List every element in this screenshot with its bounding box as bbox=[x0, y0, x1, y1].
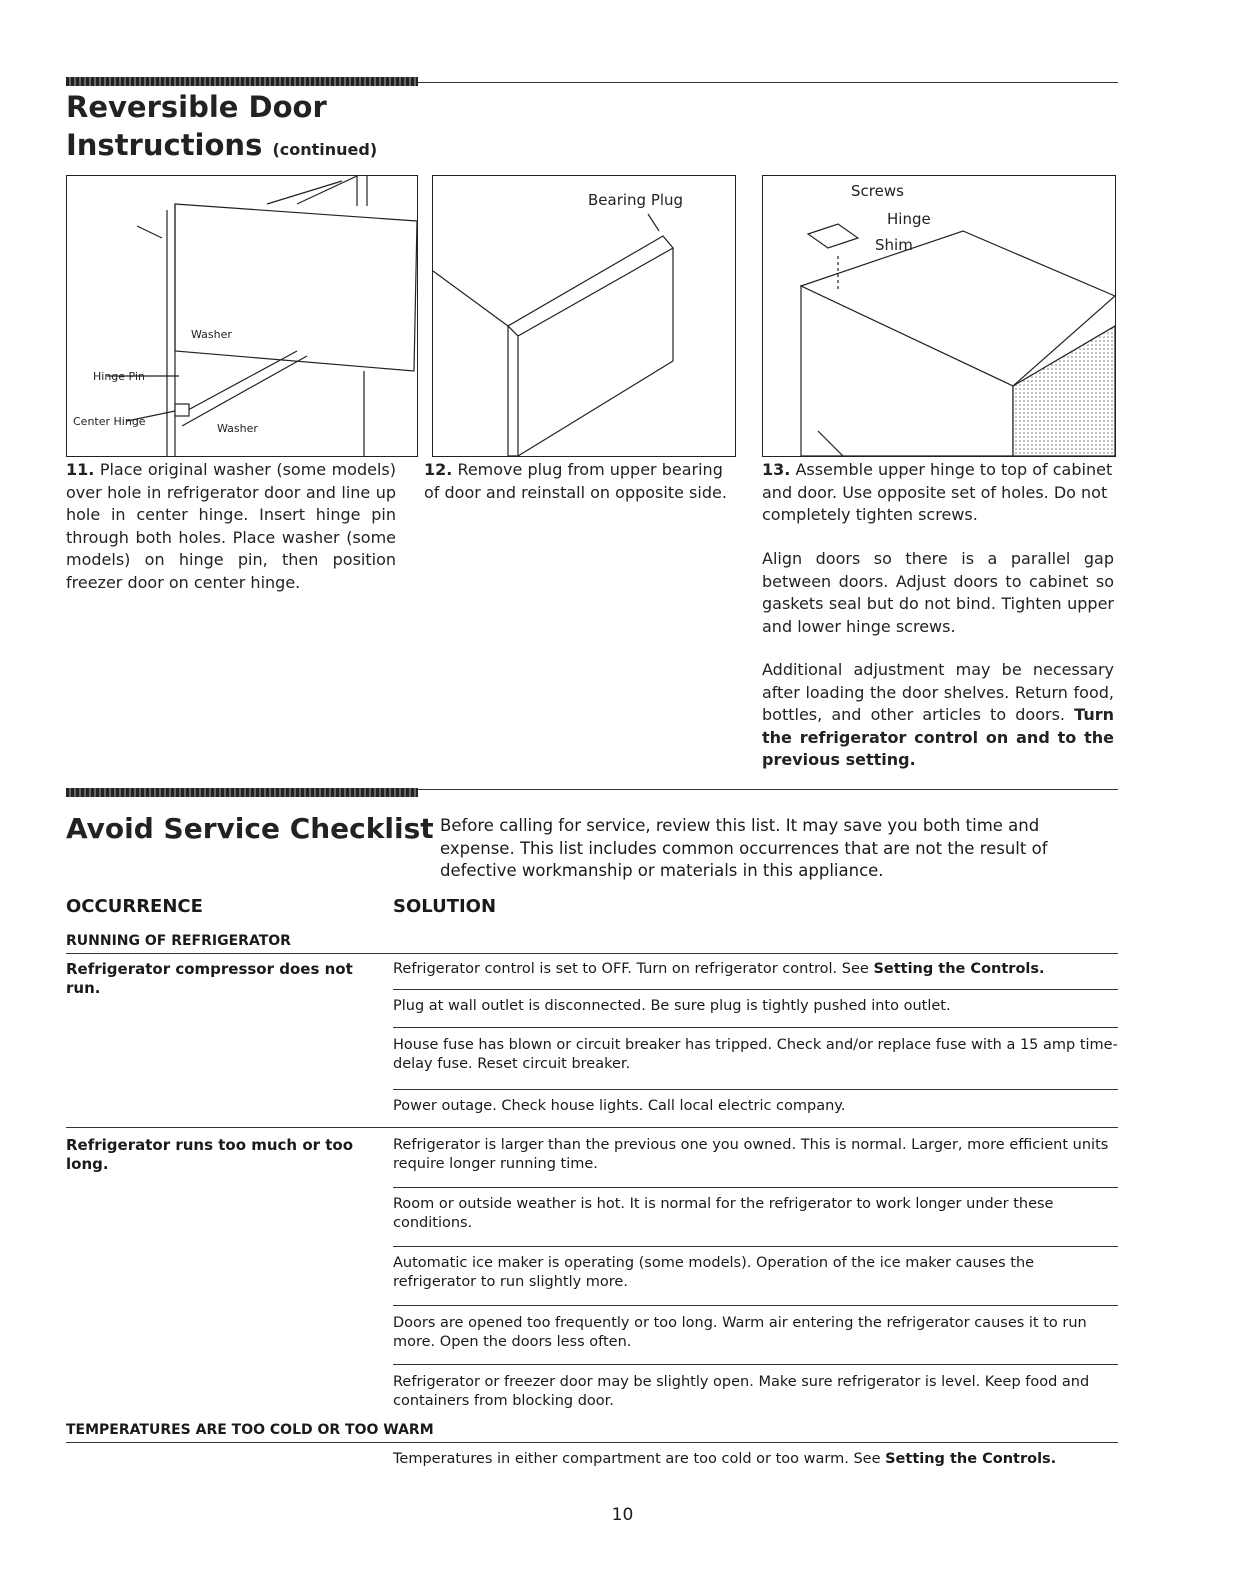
figure-13 bbox=[762, 175, 1116, 457]
section-rule-line bbox=[418, 789, 1118, 790]
header-rule-bar bbox=[66, 77, 418, 86]
solution-row: Automatic ice maker is operating (some models). Operation of the ice maker causes the refrigerator to run slightly more. bbox=[393, 1255, 1035, 1290]
solution-divider bbox=[393, 1364, 1118, 1365]
category-temperatures: TEMPERATURES ARE TOO COLD OR TOO WARM bbox=[66, 1422, 434, 1438]
solution-row: Refrigerator or freezer door may be slightly open. Make sure refrigerator is level. Keep food and containers from blocking door. bbox=[393, 1374, 1090, 1409]
solution-row: Refrigerator is larger than the previous one you owned. This is normal. Larger, more efficient units require longer running time. bbox=[393, 1137, 1109, 1172]
fig11-label-hinge-pin: Hinge Pin bbox=[93, 370, 145, 383]
page-subtitle bbox=[66, 128, 377, 162]
step-11 bbox=[66, 459, 396, 594]
fig13-label-hinge: Hinge bbox=[887, 210, 931, 228]
step-13-para2: Align doors so there is a parallel gap between doors. Adjust doors to cabinet so gaskets seal but do not bind. Tighten upper and lower hinge screws. bbox=[762, 549, 1114, 636]
step-13-para3-text: Additional adjustment may be necessary after loading the door shelves. Return food, bottles, and other articles to doors. bbox=[762, 660, 1114, 724]
step-12 bbox=[424, 459, 742, 504]
figure-12-drawing bbox=[433, 176, 735, 456]
solution-row: House fuse has blown or circuit breaker has tripped. Check and/or replace fuse with a 15 amp time-delay fuse. Reset circuit breaker. bbox=[393, 1037, 1118, 1072]
solution-text: Refrigerator control is set to OFF. Turn on refrigerator control. See bbox=[393, 961, 874, 977]
step-12-number: 12. bbox=[424, 460, 453, 479]
page-number: 10 bbox=[611, 1505, 634, 1525]
step-13-para3 bbox=[762, 659, 1114, 772]
figure-11 bbox=[66, 175, 418, 457]
occurrence-divider bbox=[66, 1127, 1118, 1128]
step-12-text: Remove plug from upper bearing of door and reinstall on opposite side. bbox=[424, 460, 727, 502]
step-13-number: 13. bbox=[762, 460, 791, 479]
solution-bold-ref: Setting the Controls. bbox=[873, 961, 1045, 977]
fig12-label-bearing-plug: Bearing Plug bbox=[588, 191, 684, 209]
fig11-label-center-hinge: Center Hinge bbox=[73, 415, 146, 428]
figure-12 bbox=[432, 175, 736, 457]
page-title: Reversible Door bbox=[66, 90, 327, 124]
fig13-label-shim: Shim bbox=[875, 236, 913, 254]
solution-text: Temperatures in either compartment are too cold or too warm. See bbox=[393, 1451, 886, 1467]
occurrence-runs-too-long: Refrigerator runs too much or too long. bbox=[66, 1136, 354, 1173]
solution-divider bbox=[393, 989, 1118, 990]
section-rule-bar bbox=[66, 788, 418, 797]
step-13-text: Assemble upper hinge to top of cabinet and door. Use opposite set of holes. Do not completely tighten screws. bbox=[762, 460, 1113, 524]
occurrence-compressor: Refrigerator compressor does not run. bbox=[66, 960, 353, 997]
solution-row: Power outage. Check house lights. Call local electric company. bbox=[393, 1098, 846, 1114]
figure-13-drawing bbox=[763, 176, 1115, 456]
solution-row: Doors are opened too frequently or too long. Warm air entering the refrigerator causes it to run more. Open the doors less often. bbox=[393, 1315, 1087, 1350]
solution-row bbox=[393, 1450, 1118, 1469]
checklist-intro: Before calling for service, review this list. It may save you both time and expense. This list includes common occurrences that are not the result of defective workmanship or materials in this appliance. bbox=[440, 816, 1048, 880]
solution-divider bbox=[393, 1187, 1118, 1188]
solution-divider bbox=[393, 1246, 1118, 1247]
fig11-label-washer-top: Washer bbox=[191, 328, 232, 341]
checklist-title: Avoid Service Checklist bbox=[66, 812, 434, 845]
solution-row: Plug at wall outlet is disconnected. Be sure plug is tightly pushed into outlet. bbox=[393, 998, 951, 1014]
fig13-label-screws: Screws bbox=[851, 182, 904, 200]
fig11-label-washer-bottom: Washer bbox=[217, 422, 258, 435]
step-11-text: Place original washer (some models) over hole in refrigerator door and line up hole in center hinge. Insert hinge pin through both holes. Place washer (some models) on hinge pin, then position freezer door on center hinge. bbox=[66, 460, 396, 592]
solution-divider bbox=[393, 1027, 1118, 1028]
category-running: RUNNING OF REFRIGERATOR bbox=[66, 933, 291, 949]
col-header-occurrence: OCCURRENCE bbox=[66, 896, 203, 917]
step-11-number: 11. bbox=[66, 460, 95, 479]
figure-11-drawing bbox=[67, 176, 417, 456]
category-running-rule bbox=[66, 953, 1118, 954]
continued-label: (continued) bbox=[272, 140, 378, 159]
step-13-para3-bold: Turn the refrigerator control on and to the previous setting. bbox=[762, 705, 1114, 769]
solution-divider bbox=[393, 1089, 1118, 1090]
category-temperatures-rule bbox=[66, 1442, 1118, 1443]
solution-row bbox=[393, 960, 1118, 979]
solution-row: Room or outside weather is hot. It is normal for the refrigerator to work longer under these conditions. bbox=[393, 1196, 1054, 1231]
solution-bold-ref: Setting the Controls. bbox=[885, 1451, 1057, 1467]
step-13 bbox=[762, 459, 1114, 527]
solution-divider bbox=[393, 1305, 1118, 1306]
page-subtitle-text: Instructions bbox=[66, 128, 263, 162]
header-rule-line bbox=[418, 82, 1118, 83]
col-header-solution: SOLUTION bbox=[393, 896, 497, 917]
